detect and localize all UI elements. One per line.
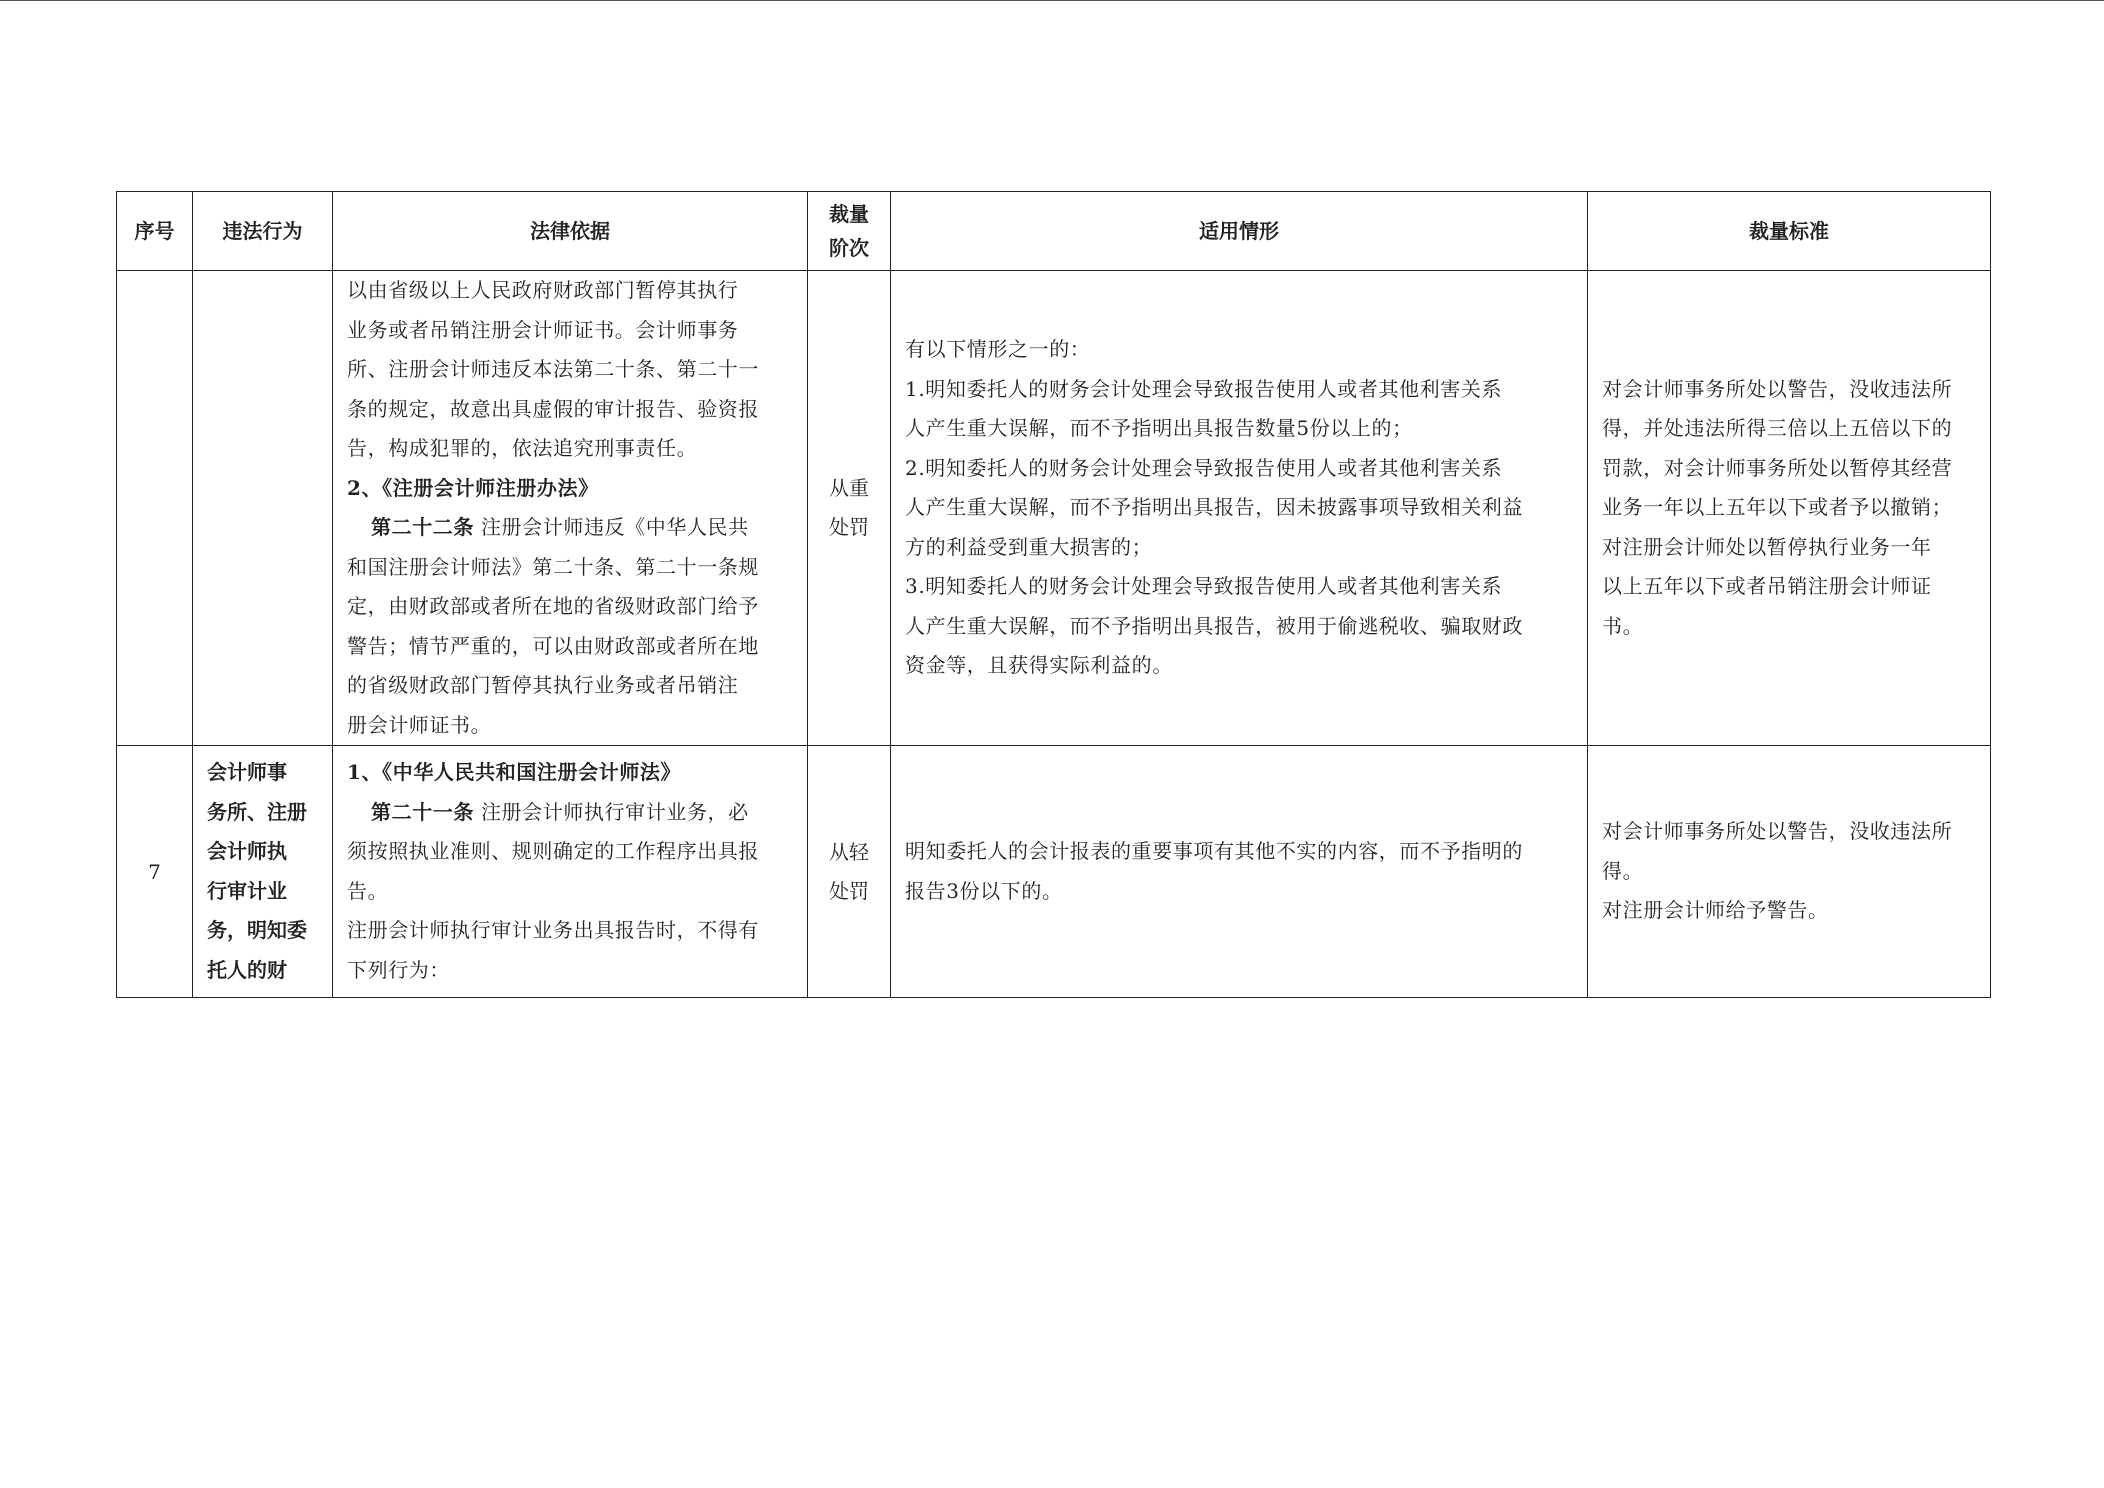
standard-line: 对会计师事务所处以警告，没收违法所 (1602, 819, 1953, 844)
cell-violation (193, 271, 333, 746)
header-serial-number: 序号 (117, 192, 193, 271)
header-level-line-1: 裁量 (829, 202, 869, 226)
standard-line: 对会计师事务所处以警告，没收违法所 (1602, 376, 1953, 401)
cell-legal-basis (333, 746, 808, 998)
discretion-level-line: 从轻 (829, 839, 869, 864)
legal-basis-line: 下列行为： (347, 957, 450, 982)
discretion-level-line: 处罚 (829, 515, 869, 539)
header-violation: 违法行为 (193, 192, 333, 271)
header-legal-basis: 法律依据 (333, 192, 808, 271)
violation-line: 会计师事 (207, 760, 287, 784)
violation-line: 务，明知委 (207, 918, 307, 942)
table-header-row (117, 192, 1991, 271)
legal-basis-line: 业务或者吊销注册会计师证书。会计师事务 (347, 317, 739, 342)
header-discretion-level (808, 192, 891, 271)
standard-line: 得。 (1602, 858, 1644, 883)
legal-basis-line: 告。 (347, 878, 389, 903)
standard-line: 业务一年以上五年以下或者予以撤销； (1602, 495, 1953, 520)
legal-basis-line: 定，由财政部或者所在地的省级财政部门给予 (347, 594, 759, 618)
header-level-line-2: 阶次 (829, 236, 869, 260)
standard-line: 以上五年以下或者吊销注册会计师证 (1602, 574, 1932, 599)
cell-applicable-situation (891, 271, 1588, 746)
legal-basis-line: 告，构成犯罪的，依法追究刑事责任。 (347, 436, 698, 460)
standard-line: 对注册会计师处以暂停执行业务一年 (1602, 534, 1932, 559)
table-row (117, 271, 1991, 746)
table-row (117, 746, 1991, 998)
legal-basis-line: 注册会计师执行审计业务出具报告时，不得有 (347, 918, 759, 942)
situation-line: 人产生重大误解，而不予指明出具报告，因未披露事项导致相关利益 (905, 495, 1523, 520)
situation-line: 明知委托人的会计报表的重要事项有其他不实的内容，而不予指明的 (905, 839, 1523, 863)
situation-line: 人产生重大误解，而不予指明出具报告数量5份以上的； (905, 416, 1413, 441)
cell-serial-number: 7 (117, 746, 193, 998)
cell-violation (193, 746, 333, 998)
cell-discretion-level (808, 746, 891, 998)
legal-basis-line: 警告；情节严重的，可以由财政部或者所在地 (347, 633, 759, 658)
legal-basis-line: 须按照执业准则、规则确定的工作程序出具报 (347, 839, 759, 863)
article-number: 第二十二条 (371, 515, 474, 539)
violation-line: 务所、注册 (207, 799, 307, 824)
situation-line: 有以下情形之一的： (905, 337, 1091, 362)
situation-line: 1.明知委托人的财务会计处理会导致报告使用人或者其他利害关系 (905, 376, 1503, 401)
situation-line: 资金等，且获得实际利益的。 (905, 653, 1173, 678)
violation-line: 行审计业 (207, 878, 287, 903)
standard-line: 罚款，对会计师事务所处以暂停其经营 (1602, 455, 1953, 480)
situation-line: 方的利益受到重大损害的； (905, 534, 1153, 559)
standard-line: 得，并处违法所得三倍以上五倍以下的 (1602, 416, 1953, 441)
situation-line: 人产生重大误解，而不予指明出具报告，被用于偷逃税收、骗取财政 (905, 613, 1523, 638)
legal-basis-line: 2、《注册会计师注册办法》 (347, 475, 599, 500)
legal-basis-line: 1、《中华人民共和国注册会计师法》 (347, 760, 682, 784)
cell-serial-number (117, 271, 193, 746)
violation-line: 托人的财 (207, 957, 287, 982)
situation-line: 3.明知委托人的财务会计处理会导致报告使用人或者其他利害关系 (905, 574, 1503, 599)
page-top-rule (0, 0, 2104, 1)
legal-basis-line: 以由省级以上人民政府财政部门暂停其执行 (347, 278, 739, 302)
cell-legal-basis (333, 271, 808, 746)
header-discretion-standard: 裁量标准 (1588, 192, 1991, 271)
discretion-standard-table (116, 191, 1991, 998)
legal-basis-line: 册会计师证书。 (347, 712, 492, 737)
legal-basis-line: 条的规定，故意出具虚假的审计报告、验资报 (347, 396, 759, 421)
cell-discretion-standard (1588, 746, 1991, 998)
article-number: 第二十一条 (371, 799, 474, 824)
situation-line: 报告3份以下的。 (905, 878, 1063, 903)
legal-basis-line: 和国注册会计师法》第二十条、第二十一条规 (347, 554, 759, 579)
legal-basis-line (347, 508, 793, 548)
discretion-level-line: 从重 (829, 476, 869, 500)
cell-discretion-level (808, 271, 891, 746)
discretion-level-line: 处罚 (829, 878, 869, 903)
legal-basis-line: 所、注册会计师违反本法第二十条、第二十一 (347, 357, 759, 381)
legal-basis-line (347, 793, 793, 833)
header-applicable-situation: 适用情形 (891, 192, 1588, 271)
cell-applicable-situation (891, 746, 1588, 998)
standard-line: 对注册会计师给予警告。 (1602, 898, 1829, 923)
standard-line: 书。 (1602, 613, 1644, 638)
violation-line: 会计师执 (207, 839, 287, 863)
legal-basis-line: 的省级财政部门暂停其执行业务或者吊销注 (347, 673, 739, 697)
cell-discretion-standard (1588, 271, 1991, 746)
article-text: 注册会计师执行审计业务，必 (474, 799, 749, 824)
article-text: 注册会计师违反《中华人民共 (474, 515, 749, 539)
situation-line: 2.明知委托人的财务会计处理会导致报告使用人或者其他利害关系 (905, 455, 1503, 480)
